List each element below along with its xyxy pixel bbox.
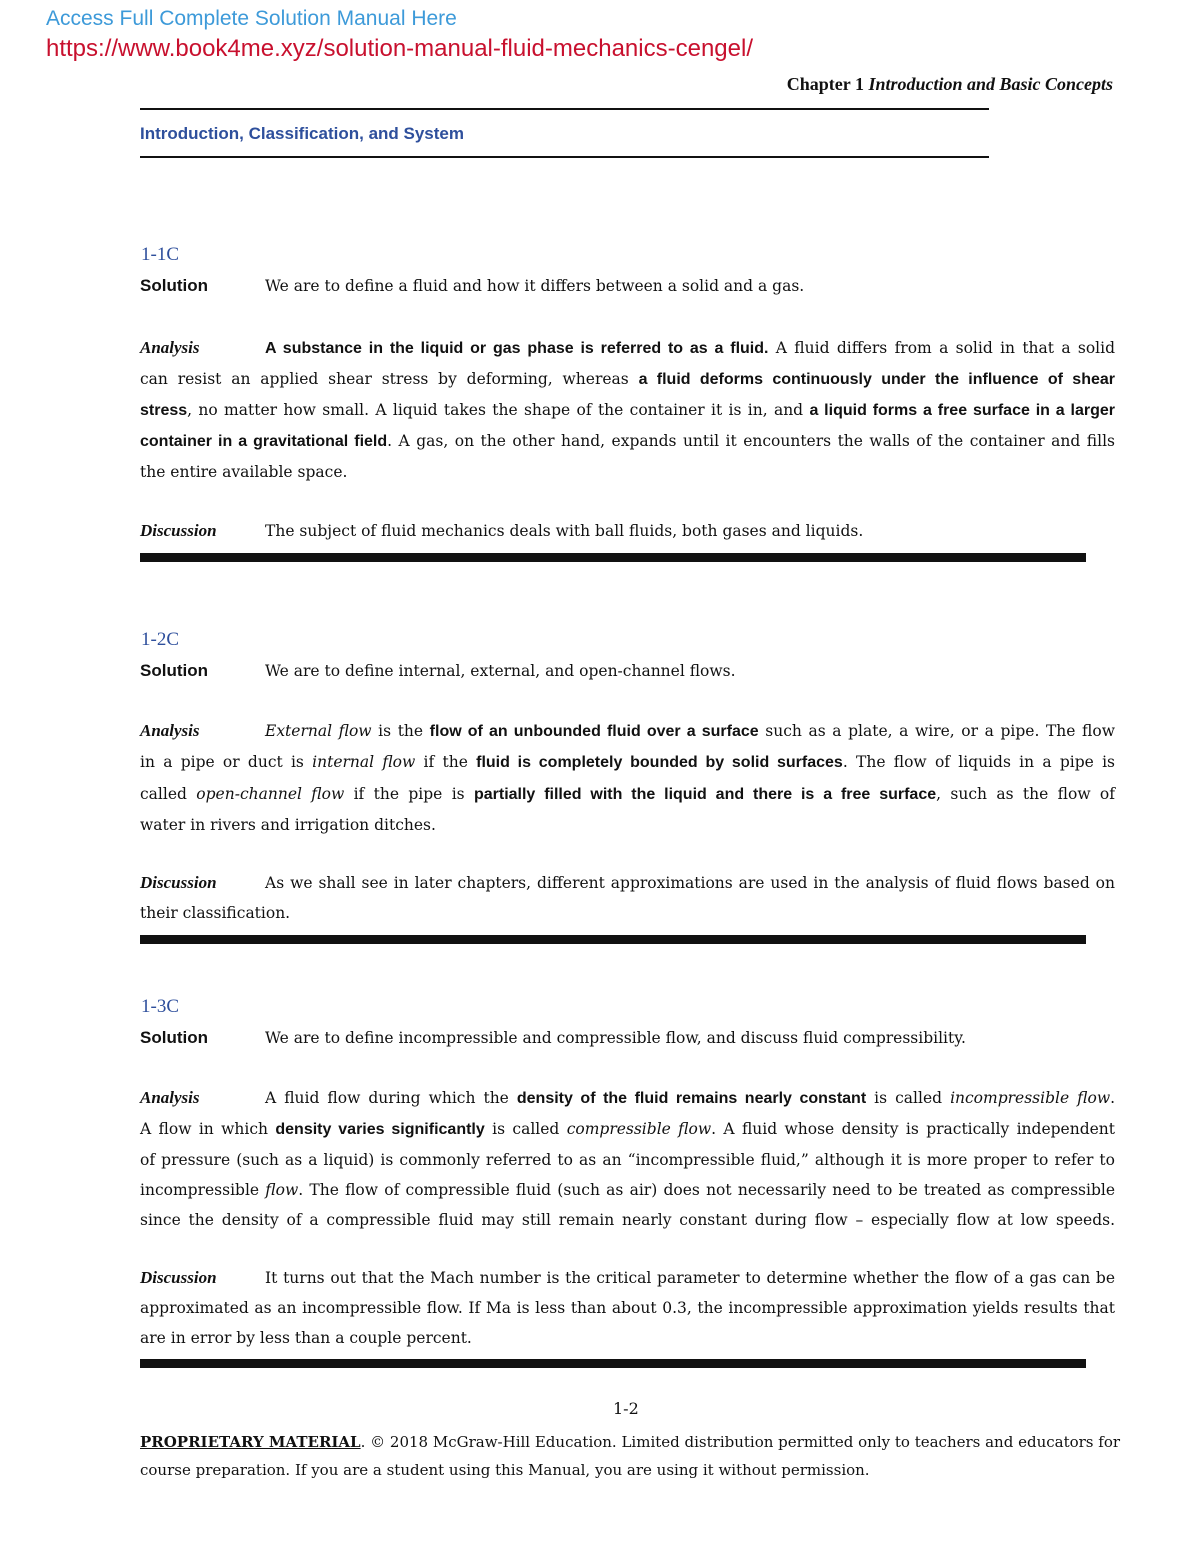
analysis-text: incompressible: [140, 1181, 266, 1199]
analysis-line: [140, 721, 1115, 742]
discussion-line: [140, 521, 863, 541]
analysis-bold-text: A substance in the liquid or gas phase is referred to as a fluid.: [265, 340, 769, 357]
chapter-label: Chapter 1: [786, 74, 864, 94]
section-title: Introduction, Classification, and System: [140, 124, 464, 143]
analysis-text: .: [1110, 1089, 1116, 1107]
analysis-bold-text: partially filled with the liquid and there is a free surface: [473, 786, 937, 803]
footer-text: . © 2018 McGraw-Hill Education. Limited distribution permitted only to teachers and educators for: [360, 1433, 1121, 1451]
analysis-text: such as a plate, a wire, or a pipe. The flow: [758, 722, 1115, 740]
analysis-label: Analysis: [140, 721, 200, 740]
analysis-line: [140, 784, 1115, 805]
analysis-line: [140, 369, 1115, 390]
solution-text: We are to define internal, external, and open-channel flows.: [265, 662, 736, 680]
problem-number: 1-1C: [141, 244, 179, 265]
problem-divider: [140, 1359, 1086, 1368]
discussion-line: [140, 873, 1115, 893]
analysis-italic-text: internal flow: [312, 753, 416, 771]
analysis-bold-text: a fluid deforms continuously under the influence of shear: [638, 371, 1115, 388]
discussion-line: [140, 1268, 1115, 1288]
analysis-italic-text: flow: [265, 1181, 299, 1199]
footer-line: [140, 1432, 1121, 1452]
analysis-bold-text: flow of an unbounded fluid over a surface: [429, 723, 759, 740]
analysis-line: [140, 752, 1115, 773]
analysis-text: in a pipe or duct is: [140, 753, 313, 771]
discussion-label: Discussion: [140, 873, 217, 892]
analysis-line: since the density of a compressible fluid may still remain nearly constant during flow – especially flow at low speeds.: [140, 1211, 1115, 1229]
analysis-line: [140, 431, 1115, 452]
analysis-text: can resist an applied shear stress by deforming, whereas: [140, 370, 639, 388]
chapter-title: Introduction and Basic Concepts: [868, 74, 1113, 94]
discussion-text: The subject of fluid mechanics deals with ball fluids, both gases and liquids.: [265, 522, 864, 540]
analysis-text: is called: [484, 1120, 567, 1138]
analysis-text: if the: [415, 753, 477, 771]
analysis-text: . A gas, on the other hand, expands until it encounters the walls of the container and fills: [387, 432, 1115, 450]
solution-text: We are to define a fluid and how it differs between a solid and a gas.: [265, 277, 805, 295]
solution-label: Solution: [140, 661, 208, 680]
analysis-label: Analysis: [140, 1088, 200, 1107]
analysis-text: A flow in which: [140, 1120, 276, 1138]
discussion-line: their classification.: [140, 904, 291, 922]
analysis-text: A fluid differs from a solid in that a solid: [768, 339, 1116, 357]
discussion-label: Discussion: [140, 521, 217, 540]
discussion-line: are in error by less than a couple percent.: [140, 1329, 472, 1347]
footer-line: course preparation. If you are a student using this Manual, you are using it without permission.: [140, 1461, 870, 1479]
analysis-italic-text: compressible flow: [566, 1120, 712, 1138]
analysis-line: the entire available space.: [140, 463, 348, 481]
analysis-bold-text: a liquid forms a free surface in a larger: [809, 402, 1116, 419]
analysis-text: . A fluid whose density is practically independent: [711, 1120, 1115, 1138]
discussion-text: It turns out that the Mach number is the critical parameter to determine whether the flow of a gas can be: [265, 1269, 1115, 1287]
solution-line: [140, 661, 736, 681]
analysis-bold-text: container in a gravitational field: [140, 433, 388, 450]
analysis-text: called: [140, 785, 197, 803]
watermark-link[interactable]: https://www.book4me.xyz/solution-manual-fluid-mechanics-cengel/: [46, 35, 753, 62]
analysis-line: water in rivers and irrigation ditches.: [140, 816, 436, 834]
problem-number: 1-3C: [141, 996, 179, 1017]
discussion-line: approximated as an incompressible flow. If Ma is less than about 0.3, the incompressible approximation yields results that: [140, 1299, 1115, 1317]
analysis-line: [140, 1180, 1115, 1200]
solution-line: [140, 276, 804, 296]
analysis-text: , such as the flow of: [936, 785, 1116, 803]
header-rule-bottom: [140, 156, 989, 158]
analysis-line: of pressure (such as a liquid) is commonly referred to as an “incompressible fluid,” although it is more proper to refer to: [140, 1151, 1115, 1169]
analysis-bold-text: density of the fluid remains nearly constant: [516, 1090, 867, 1107]
problem-divider: [140, 553, 1086, 562]
analysis-line: [140, 338, 1115, 359]
analysis-italic-text: open-channel flow: [196, 785, 345, 803]
analysis-bold-text: density varies significantly: [275, 1121, 485, 1138]
analysis-text: A fluid flow during which the: [265, 1089, 517, 1107]
analysis-italic-text: External flow: [265, 722, 372, 740]
analysis-text: . The flow of compressible fluid (such as air) does not necessarily need to be treated as compressible: [298, 1181, 1115, 1199]
page-number: 1-2: [613, 1399, 639, 1418]
analysis-text: if the pipe is: [344, 785, 474, 803]
problem-number: 1-2C: [141, 629, 179, 650]
watermark-banner: Access Full Complete Solution Manual Here: [46, 7, 457, 30]
analysis-bold-text: fluid is completely bounded by solid surfaces: [476, 754, 843, 771]
proprietary-label: PROPRIETARY MATERIAL: [140, 1433, 361, 1451]
analysis-label: Analysis: [140, 338, 200, 357]
discussion-label: Discussion: [140, 1268, 217, 1287]
solution-label: Solution: [140, 276, 208, 295]
analysis-text: , no matter how small. A liquid takes the shape of the container it is in, and: [187, 401, 810, 419]
chapter-header: [787, 74, 1113, 95]
analysis-bold-text: stress: [140, 402, 188, 419]
analysis-line: [140, 1088, 1115, 1109]
solution-label: Solution: [140, 1028, 208, 1047]
solution-text: We are to define incompressible and compressible flow, and discuss fluid compressibility.: [265, 1029, 966, 1047]
header-rule-top: [140, 108, 989, 110]
analysis-text: is the: [371, 722, 430, 740]
analysis-line: [140, 1119, 1115, 1140]
analysis-italic-text: incompressible flow: [950, 1089, 1111, 1107]
analysis-text: . The flow of liquids in a pipe is: [842, 753, 1116, 771]
discussion-text: As we shall see in later chapters, different approximations are used in the analysis of fluid flows based on: [265, 874, 1115, 892]
analysis-text: is called: [866, 1089, 951, 1107]
solution-line: [140, 1028, 966, 1048]
analysis-line: [140, 400, 1115, 421]
problem-divider: [140, 935, 1086, 944]
